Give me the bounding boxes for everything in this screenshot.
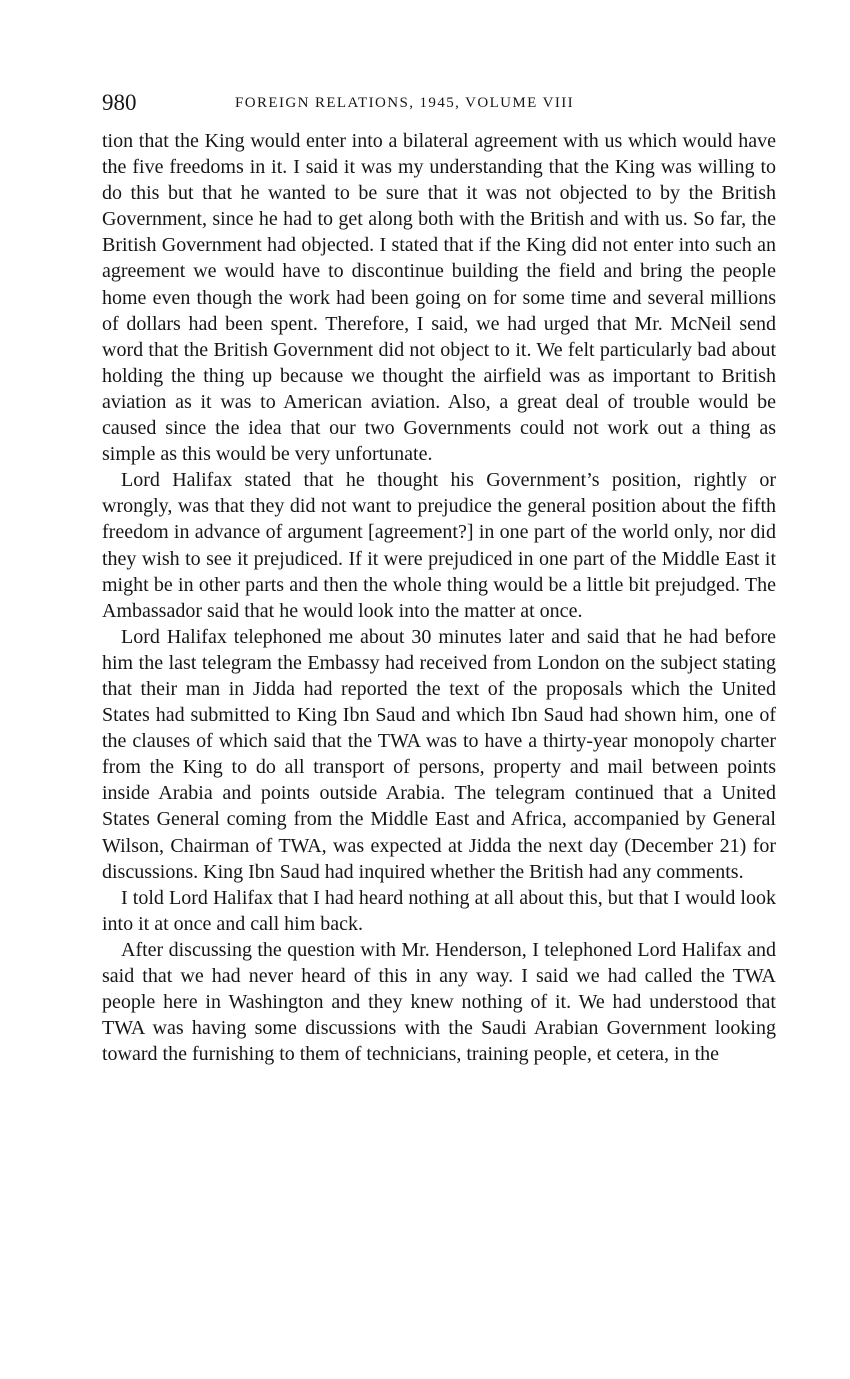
paragraph-continuation: tion that the King would enter into a bilateral agreement with us which would have the five freedoms in it. I said it was my understanding that the King was willing to do this but that he wanted to be sure that it was not objected to by the British Government, since he had to get along both with the British and with us. So far, the British Government had objected. I stated that if the King did not enter into such an agreement we would have to discontinue building the field and bring the people home even though the work had been going on for some time and several millions of dollars had been spent. Therefore, I said, we had urged that Mr. McNeil send word that the British Government did not object to it. We felt particularly bad about holding the thing up because we thought the airfield was as important to British aviation as it was to American aviation. Also, a great deal of trouble would be caused since the idea that our two Governments could not work out a thing as simple as this would be very unfortunate. (102, 130, 776, 466)
paragraph-halifax-position: Lord Halifax stated that he thought his Government’s position, rightly or wrongly, was that they did not want to prejudice the general position about the fifth freedom in advance of argument [agreement?] in one part of the world only, nor did they wish to see it prejudiced. If it were prejudiced in one part of the Middle East it might be in other parts and then the whole thing would be a little bit prejudged. The Ambassador said that he would look into the matter at once. (102, 469, 776, 622)
running-title: FOREIGN RELATIONS, 1945, VOLUME VIII (235, 95, 575, 111)
running-head (102, 88, 776, 118)
paragraph-after-discussing: After discussing the question with Mr. Henderson, I telephoned Lord Halifax and said that we had never heard of this in any way. I said we had called the TWA people here in Washington and they knew nothing of it. We had understood that TWA was having some discussions with the Saudi Arabian Government looking toward the furnishing to them of technicians, training people, et cetera, in the (102, 938, 776, 1066)
paragraph-halifax-telephoned: Lord Halifax telephoned me about 30 minutes later and said that he had before him the last telegram the Embassy had received from London on the subject stating that their man in Jidda had reported the text of the proposals which the United States had submitted to King Ibn Saud and which Ibn Saud had shown him, one of the clauses of which said that the TWA was to have a thirty-year monopoly charter from the King to do all transport of persons, property and mail between points inside Arabia and points outside Arabia. The telegram continued that a United States General coming from the Middle East and Africa, accompanied by General Wilson, Chairman of TWA, was expected at Jidda the next day (December 21) for discussions. King Ibn Saud had inquired whether the British had any comments. (102, 625, 776, 883)
body-text (102, 128, 776, 1067)
page-number: 980 (102, 90, 137, 115)
paragraph-look-into-it: I told Lord Halifax that I had heard nothing at all about this, but that I would look into it at once and call him back. (102, 886, 776, 935)
document-page (102, 88, 776, 1067)
